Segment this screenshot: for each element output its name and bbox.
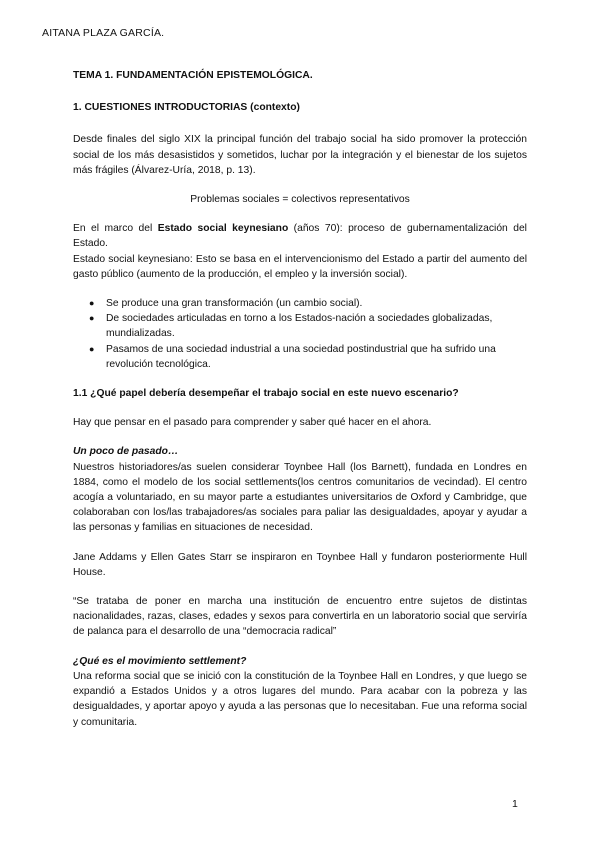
paragraph: Estado social keynesiano: Esto se basa en el intervencionismo del Estado a partir del aumento del gasto público (aumento de la producción, el empleo y la inversión social). [73, 253, 527, 280]
paragraph [73, 221, 527, 251]
centered-statement: Problemas sociales = colectivos representativos [190, 194, 410, 206]
subheading: Un poco de pasado… [73, 446, 179, 458]
author-header: AITANA PLAZA GARCÍA. [42, 27, 165, 39]
paragraph-text: (años 70): proceso de gubernamentalización del Estado. [73, 223, 527, 250]
subheading: ¿Qué es el movimiento settlement? [73, 655, 247, 667]
subsection-heading: 1.1 ¿Qué papel debería desempeñar el trabajo social en este nuevo escenario? [73, 388, 459, 400]
bullet-icon: ● [89, 298, 95, 309]
paragraph-text: En el marco del [73, 223, 158, 235]
list-item-text: De sociedades articuladas en torno a los Estados-nación a sociedades globalizadas, mundializadas. [106, 313, 493, 340]
document-body [73, 68, 527, 730]
quote: “Se trataba de poner en marcha una institución de encuentro entre sujetos de distintas nacionalidades, razas, clases, edades y sexos para convertirla en un laboratorio social que serviría de palanca para el desarrollo de una “democracia radical” [73, 596, 527, 638]
list-item [73, 311, 527, 341]
bullet-list [73, 296, 527, 372]
list-item-text: Pasamos de una sociedad industrial a una sociedad postindustrial que ha sufrido una revolución tecnológica. [106, 343, 496, 370]
paragraph: Nuestros historiadores/as suelen considerar Toynbee Hall (los Barnett), fundada en Londres en 1884, como el modelo de los social settlements(los centros comunitarios de vecindad). El centro acogía a voluntariado, en su mayor parte a estudiantes universitarios de Oxford y Cambridge, que colaboraban con los/las trabajadores/as sociales para paliar las desigualdades, apoyar y ayudar a las personas y familias en situaciones de necesidad. [73, 461, 527, 534]
document-title: TEMA 1. FUNDAMENTACIÓN EPISTEMOLÓGICA. [73, 70, 313, 81]
list-item [73, 342, 527, 372]
list-item [73, 296, 527, 311]
paragraph: Hay que pensar en el pasado para comprender y saber qué hacer en el ahora. [73, 417, 432, 429]
bold-term: Estado social keynesiano [157, 223, 289, 235]
page-number: 1 [512, 798, 518, 810]
list-item-text: Se produce una gran transformación (un cambio social). [106, 298, 363, 310]
bullet-icon: ● [89, 343, 95, 354]
paragraph: Jane Addams y Ellen Gates Starr se inspiraron en Toynbee Hall y fundaron posteriormente Hull House. [73, 551, 527, 578]
paragraph: Desde finales del siglo XIX la principal función del trabajo social ha sido promover la protección social de los más desasistidos y sometidos, luchar por la integración y el bienestar de los sujetos más frágiles (Álvarez-Uría, 2018, p. 13). [73, 134, 527, 176]
section-heading: 1. CUESTIONES INTRODUCTORIAS (contexto) [73, 102, 300, 114]
bullet-icon: ● [89, 313, 95, 324]
paragraph: Una reforma social que se inició con la constitución de la Toynbee Hall en Londres, y que luego se expandió a Estados Unidos y a otros lugares del mundo. Para acabar con la pobreza y las desigualdades, y aportar apoyo y ayuda a las personas que lo necesitaban. Fue una reforma social y comunitaria. [73, 670, 527, 728]
